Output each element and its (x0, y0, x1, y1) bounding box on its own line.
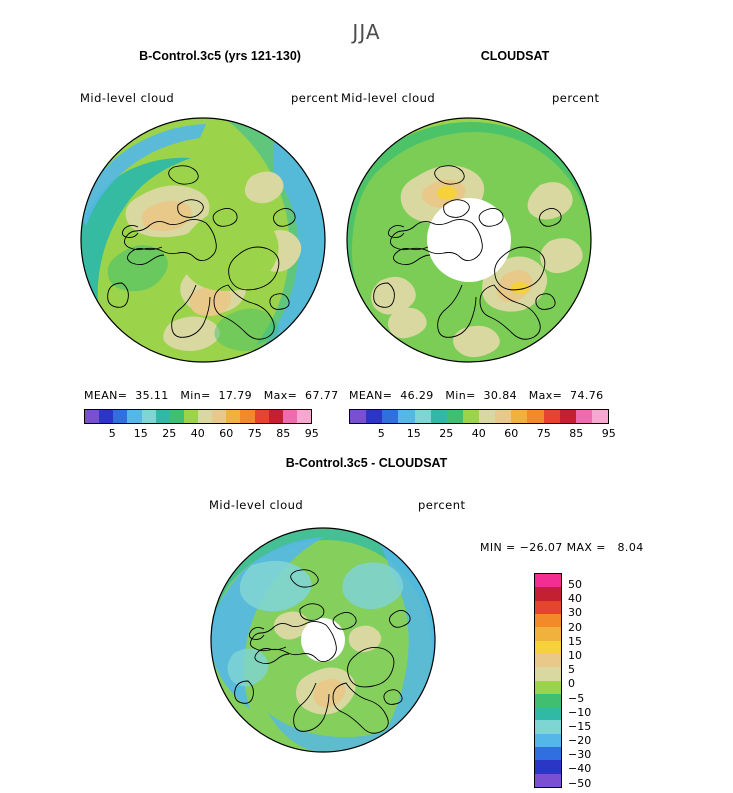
tick-label: 40 (471, 427, 486, 440)
colorbar-label: −10 (568, 705, 592, 719)
panel-field-label-right: Mid-level cloud (341, 91, 436, 105)
colorbar-label: 10 (568, 648, 582, 662)
colorbar-label: −50 (568, 776, 592, 790)
map-right (344, 115, 594, 365)
colorbar-label: 40 (568, 592, 582, 606)
colorbar-diff-labels (568, 573, 591, 793)
map-right-svg (344, 115, 594, 365)
tick-label: 25 (162, 427, 177, 440)
tick-label: 85 (569, 427, 584, 440)
tick-label: 75 (536, 427, 551, 440)
tick-label: 75 (247, 427, 262, 440)
colorbar-label: 15 (568, 634, 582, 648)
colorbar-left-swatches (84, 409, 312, 424)
panel-stats-left: MEAN= 35.11 Min= 17.79 Max= 67.77 (84, 389, 339, 402)
panel-units-label-diff: percent (418, 498, 466, 512)
tick-label: 40 (190, 427, 205, 440)
colorbar-diff (534, 573, 591, 793)
colorbar-label: 30 (568, 606, 582, 620)
map-diff-svg (208, 525, 438, 755)
tick-label: 60 (219, 427, 234, 440)
colorbar-label: −15 (568, 719, 592, 733)
panel-title-diff: B-Control.3c5 - CLOUDSAT (285, 456, 448, 470)
tick-label: 95 (601, 427, 616, 440)
colorbar-label: 50 (568, 578, 582, 591)
colorbar-label: −5 (568, 691, 585, 705)
colorbar-right-ticks (349, 427, 641, 440)
colorbar-label: −30 (568, 748, 592, 762)
tick-label: 60 (504, 427, 519, 440)
panel-stats-right: MEAN= 46.29 Min= 30.84 Max= 74.76 (349, 389, 604, 402)
map-diff (208, 525, 438, 755)
colorbar-label: 5 (568, 663, 575, 677)
colorbar-label: 20 (568, 620, 582, 634)
colorbar-left-ticks (84, 427, 340, 440)
panel-stats-diff: MIN = −26.07 MAX = 8.04 (480, 541, 644, 554)
map-left-svg (78, 115, 328, 365)
colorbar-right-swatches (349, 409, 609, 424)
colorbar-diff-swatches (534, 573, 562, 788)
colorbar-label: 0 (568, 677, 575, 691)
panel-title-left: B-Control.3c5 (yrs 121-130) (139, 49, 301, 63)
colorbar-label: −40 (568, 762, 592, 776)
tick-label: 5 (108, 427, 116, 440)
tick-label: 95 (304, 427, 319, 440)
map-left (78, 115, 328, 365)
tick-label: 85 (276, 427, 291, 440)
colorbar-right (349, 409, 616, 440)
panel-field-label-diff: Mid-level cloud (209, 498, 304, 512)
panel-units-label-right: percent (552, 91, 600, 105)
tick-label: 25 (439, 427, 454, 440)
figure-title: JJA (352, 20, 381, 44)
panel-field-label-left: Mid-level cloud (80, 91, 175, 105)
colorbar-left (84, 409, 319, 440)
tick-label: 15 (406, 427, 421, 440)
panel-title-right: CLOUDSAT (480, 49, 550, 63)
colorbar-label: −20 (568, 734, 592, 748)
tick-label: 5 (377, 427, 385, 440)
tick-label: 15 (133, 427, 148, 440)
panel-units-label-left: percent (291, 91, 339, 105)
